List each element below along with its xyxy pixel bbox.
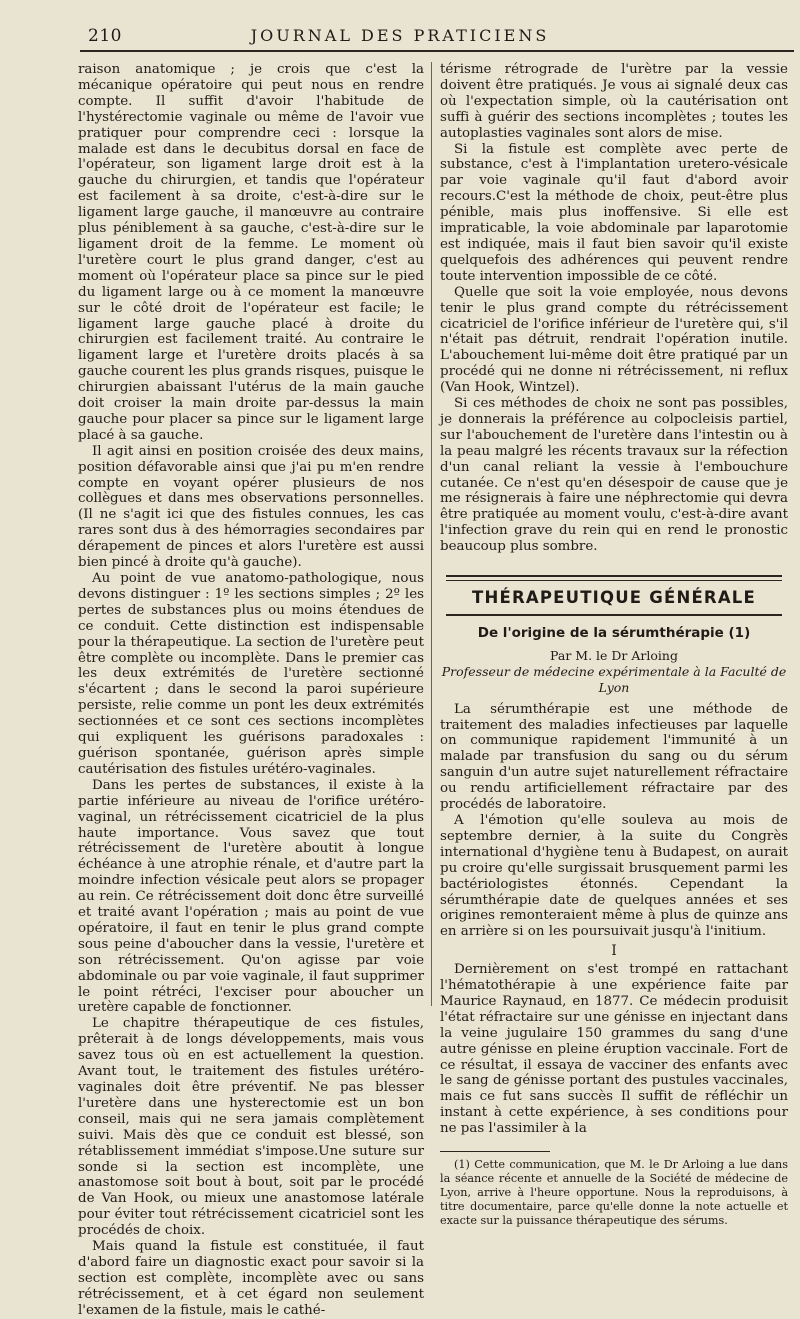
paragraph: Dans les pertes de substances, il existe à la partie inférieure au niveau de l'orifice urétéro-vaginal, un rétrécissement cicatriciel de la plus haute importance. Vous savez que tout rétrécissement de l'uretère aboutit à longue échéance à une atrophie rénale, et d'autre part la moindre infection vésicale peut alors se propager au rein. Ce rétrécissement doit donc être surveillé et traité avant l'opération ; mais au point de vue opératoire, il faut en tenir le plus grand compte sous peine d'aboucher dans la vessie, l'uretère et son rétrécissement. Qu'on agisse par voie abdominale ou par voie vaginale, il faut supprimer le point rétréci, l'exciser pour aboucher un uretère capable de fonctionner.: [78, 777, 424, 1016]
left-column: [78, 62, 424, 1319]
footnote-rule: [440, 1151, 550, 1152]
paragraph: Le chapitre thérapeutique de ces fistules, prêterait à de longs développements, mais vous savez tous où en est actuellement la question. Avant tout, le traitement des fistules urétéro-vaginales doit être préventif. Ne pas blesser l'uretère dans une hysterectomie est un bon conseil, mais qui ne sera jamais complètement suivi. Mais dès que ce conduit est blessé, son rétablissement immédiat s'impose.Une suture sur sonde si la section est incomplète, une anastomose soit bout à bout, soit par le procédé de Van Hook, ou mieux une anastomose latérale pour éviter tout rétrécissement cicatriciel sont les procédés de choix.: [78, 1016, 424, 1239]
paragraph: Il agit ainsi en position croisée des deux mains, position défavorable ainsi que j'ai pu m'en rendre compte en voyant opérer plusieurs de nos collègues et dans mes observations personnelles. (Il ne s'agit ici que des fistules connues, les cas rares sont dus à des hémorragies secondaires par dérapement de pinces et alors l'uretère est aussi bien pincé à droite qu'à gauche).: [78, 443, 424, 571]
byline: Par M. le Dr Arloing: [550, 647, 678, 663]
paragraph: Au point de vue anatomo-pathologique, nous devons distinguer : 1º les sections simples ; 2º les pertes de substances plus ou moins étendues de ce conduit. Cette distinction est indispensable pour la thérapeutique. La section de l'uretère peut être complète ou incomplète. Dans le premier cas les deux extrémités de l'uretère sectionné s'écartent ; dans le second la paroi supérieure persiste, relie comme un pont les deux extrémités sectionnées et ce sont ces sections incomplètes qui expliquent les guérisons paradoxales : guérison spontanée, guérison après simple cautérisation des fistules urétéro-vaginales.: [78, 571, 424, 777]
paragraph: Quelle que soit la voie employée, nous devons tenir le plus grand compte du rétrécissement cicatriciel de l'orifice inférieur de l'uretère qui, s'il n'était pas détruit, rendrait l'opération inutile. L'abouchement lui-même doit être pratiqué par un procédé qui ne donne ni rétrécissement, ni reflux (Van Hook, Wintzel).: [440, 284, 788, 396]
affiliation: Professeur de médecine expérimentale à la Faculté de Lyon: [441, 663, 787, 695]
footnote: (1) Cette communication, que M. le Dr Arloing a lue dans la séance récente et annuelle de la Société de médecine de Lyon, arrive à l'heure opportune. Nous la reproduisons, à titre documentaire, parce qu'elle donne la note actuelle et exacte sur la puissance thérapeutique des sérums.: [440, 1158, 788, 1228]
paragraph: térisme rétrograde de l'urètre par la vessie doivent être pratiqués. Je vous ai signalé deux cas où l'expectation simple, où la cautérisation ont suffi à guérir des sections incomplètes ; toutes les autoplasties vaginales sont alors de mise.: [440, 62, 788, 141]
paragraph: A l'émotion qu'elle souleva au mois de septembre dernier, à la suite du Congrès international d'hygiène tenu à Budapest, on aurait pu croire qu'elle surgissait brusquement parmi les bactériologistes étonnés. Cependant la sérumthérapie date de quelques années et ses origines remonteraient même à plus de quinze ans en arrière si on les poursuivait jusqu'à l'initium.: [440, 812, 788, 940]
paragraph: Mais quand la fistule est constituée, il faut d'abord faire un diagnostic exact pour savoir si la section est complète, incomplète avec ou sans rétrécissement, et à cet égard non seulement l'examen de la fistule, mais le cathé-: [78, 1239, 424, 1318]
section-rule-top: [446, 575, 782, 577]
paragraph: Si ces méthodes de choix ne sont pas possibles, je donnerais la préférence au colpocleisis partiel, sur l'abouchement de l'uretère dans l'intestin ou à la peau malgré les récents travaux sur la réfection d'un canal reliant la vessie à l'embouchure cutanée. Ce n'est qu'en désespoir de cause que je me résignerais à faire une néphrectomie qui devra être pratiquée au moment voulu, c'est-à-dire avant l'infection grave du rein qui en rend le pronostic beaucoup plus sombre.: [440, 396, 788, 555]
journal-title: JOURNAL DES PRATICIENS: [250, 26, 550, 45]
right-column: [440, 62, 788, 1228]
header-rule: [80, 50, 794, 52]
paragraph: raison anatomique ; je crois que c'est la mécanique opératoire qui peut nous en rendre compte. Il suffit d'avoir l'habitude de l'hystérectomie vaginale ou même de l'avoir vue pratiquer pour comprendre ceci : lorsque la malade est dans le decubitus dorsal en face de l'opérateur, son ligament large droit est à la gauche du chirurgien, et tandis que l'opérateur est facilement à sa droite, c'est-à-dire sur le ligament large gauche, il manœuvre au contraire plus péniblement à sa gauche, c'est-à-dire sur le ligament droit de la femme. Le moment où l'uretère court le plus grand danger, c'est au moment où l'opérateur place sa pince sur le pied du ligament large ou à ce moment la manœuvre sur le côté droit de l'opérateur est facile; le ligament large gauche placé à droite du chirurgien est facilement traité. Au contraire le ligament large et l'uretère droits placés à sa gauche courent les plus grands risques, puisque le chirurgien abaissant l'utérus de la main gauche doit croiser la main droite par-dessus la main gauche pour placer sa pince sur le ligament large placé à sa gauche.: [78, 62, 424, 443]
section-rule-thin: [446, 580, 782, 581]
article-title: De l'origine de la sérumthérapie (1): [477, 625, 751, 641]
running-head: [0, 26, 800, 48]
paragraph: Si la fistule est complète avec perte de substance, c'est à l'implantation uretero-vésicale par voie vaginale qu'il faut d'abord avoir recours.C'est la méthode de choix, peut-être plus pénible, mais plus inoffensive. Si elle est impraticable, la voie abdominale par laparotomie est indiquée, mais il faut bien savoir qu'il existe quelquefois des adhérences qui peuvent rendre toute intervention impossible de ce côté.: [440, 141, 788, 284]
section-rule-bottom: [446, 614, 782, 616]
page-number: 210: [88, 26, 122, 46]
column-divider: [431, 62, 432, 1006]
section-title: THÉRAPEUTIQUE GÉNÉRALE: [472, 588, 756, 608]
paragraph: La sérumthérapie est une méthode de traitement des maladies infectieuses par laquelle on communique rapidement l'immunité à un malade par transfusion du sang ou du sérum sanguin d'un autre sujet naturellement réfractaire ou rendu artificiellement réfractaire par des procédés de laboratoire.: [440, 701, 788, 813]
paragraph: Dernièrement on s'est trompé en rattachant l'hématothérapie à une expérience faite par Maurice Raynaud, en 1877. Ce médecin produisit l'état réfractaire sur une génisse en injectant dans la veine jugulaire 150 grammes du sang d'une autre génisse en pleine éruption vaccinale. Fort de ce résultat, il essaya de vacciner des enfants avec le sang de génisse portant des pustules vaccinales, mais ce fut sans succès Il suffit de réfléchir un instant à cette expérience, à ses conditions pour ne pas l'assimiler à la: [440, 962, 788, 1137]
part-number: I: [611, 943, 617, 960]
